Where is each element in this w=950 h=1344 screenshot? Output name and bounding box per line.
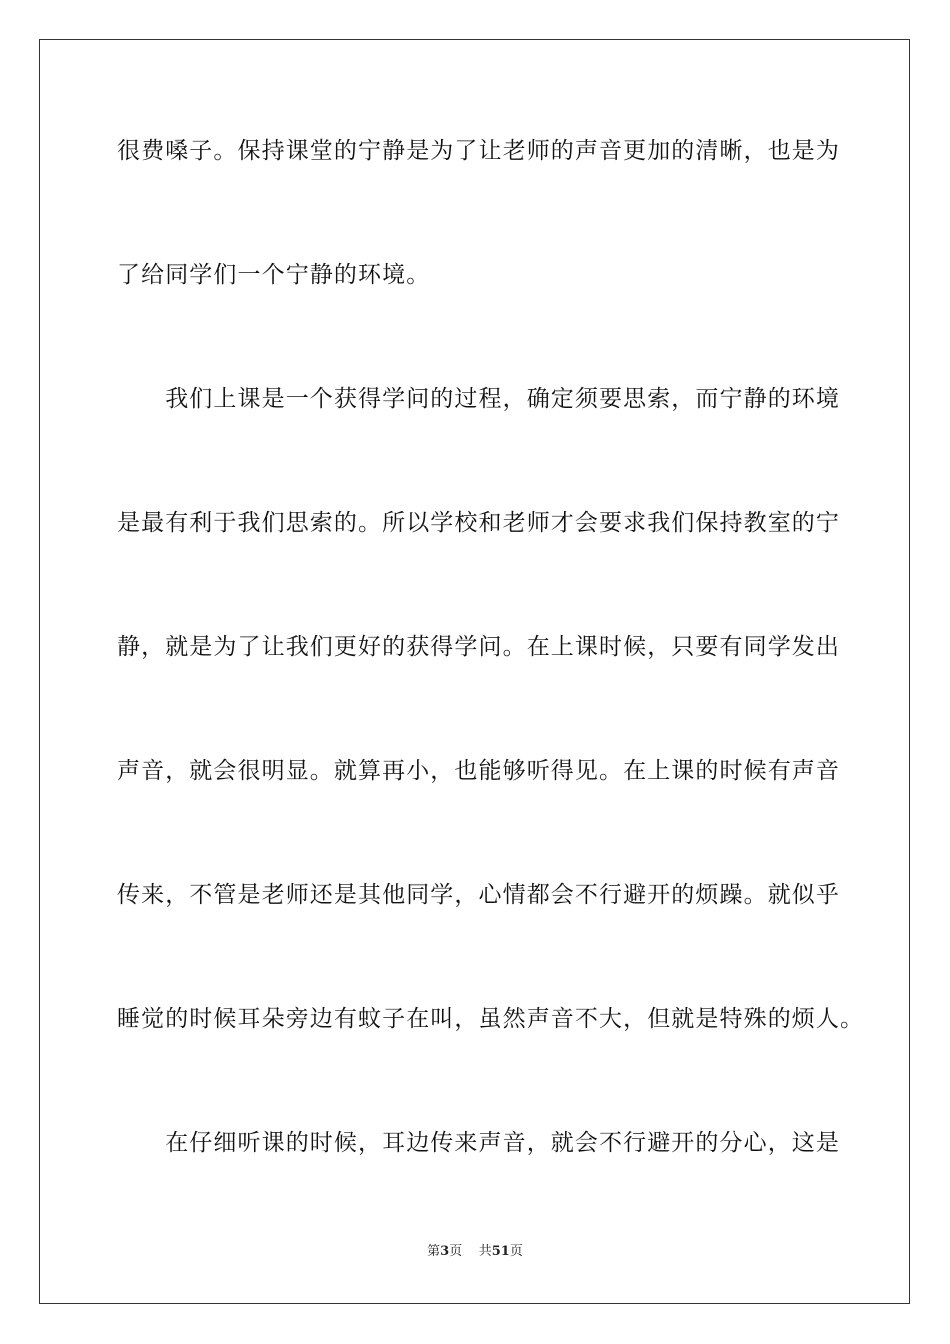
text-line: 很费嗓子。保持课堂的宁静是为了让老师的声音更加的清晰，也是为 xyxy=(117,138,840,164)
page-border xyxy=(39,39,910,1304)
page-prefix: 第 xyxy=(427,1244,441,1259)
text-line: 睡觉的时候耳朵旁边有蚊子在叫，虽然声音不大，但就是特殊的烦人。 xyxy=(117,1006,865,1032)
text-line: 声音，就会很明显。就算再小，也能够听得见。在上课的时候有声音 xyxy=(117,758,840,784)
page-number: 3 xyxy=(440,1244,450,1259)
text-line: 静，就是为了让我们更好的获得学问。在上课时候，只要有同学发出 xyxy=(117,634,840,660)
text-line: 我们上课是一个获得学问的过程，确定须要思索，而宁静的环境 xyxy=(117,386,840,412)
total-pages: 51 xyxy=(491,1244,510,1259)
text-line: 传来，不管是老师还是其他同学，心情都会不行避开的烦躁。就似乎 xyxy=(117,882,840,908)
total-prefix: 共 xyxy=(478,1244,492,1259)
text-line: 了给同学们一个宁静的环境。 xyxy=(117,262,431,288)
page-footer xyxy=(0,1243,950,1261)
total-suffix: 页 xyxy=(509,1244,523,1259)
page-suffix: 页 xyxy=(449,1244,463,1259)
text-line: 在仔细听课的时候，耳边传来声音，就会不行避开的分心，这是 xyxy=(117,1130,840,1156)
text-line: 是最有利于我们思索的。所以学校和老师才会要求我们保持教室的宁 xyxy=(117,510,840,536)
